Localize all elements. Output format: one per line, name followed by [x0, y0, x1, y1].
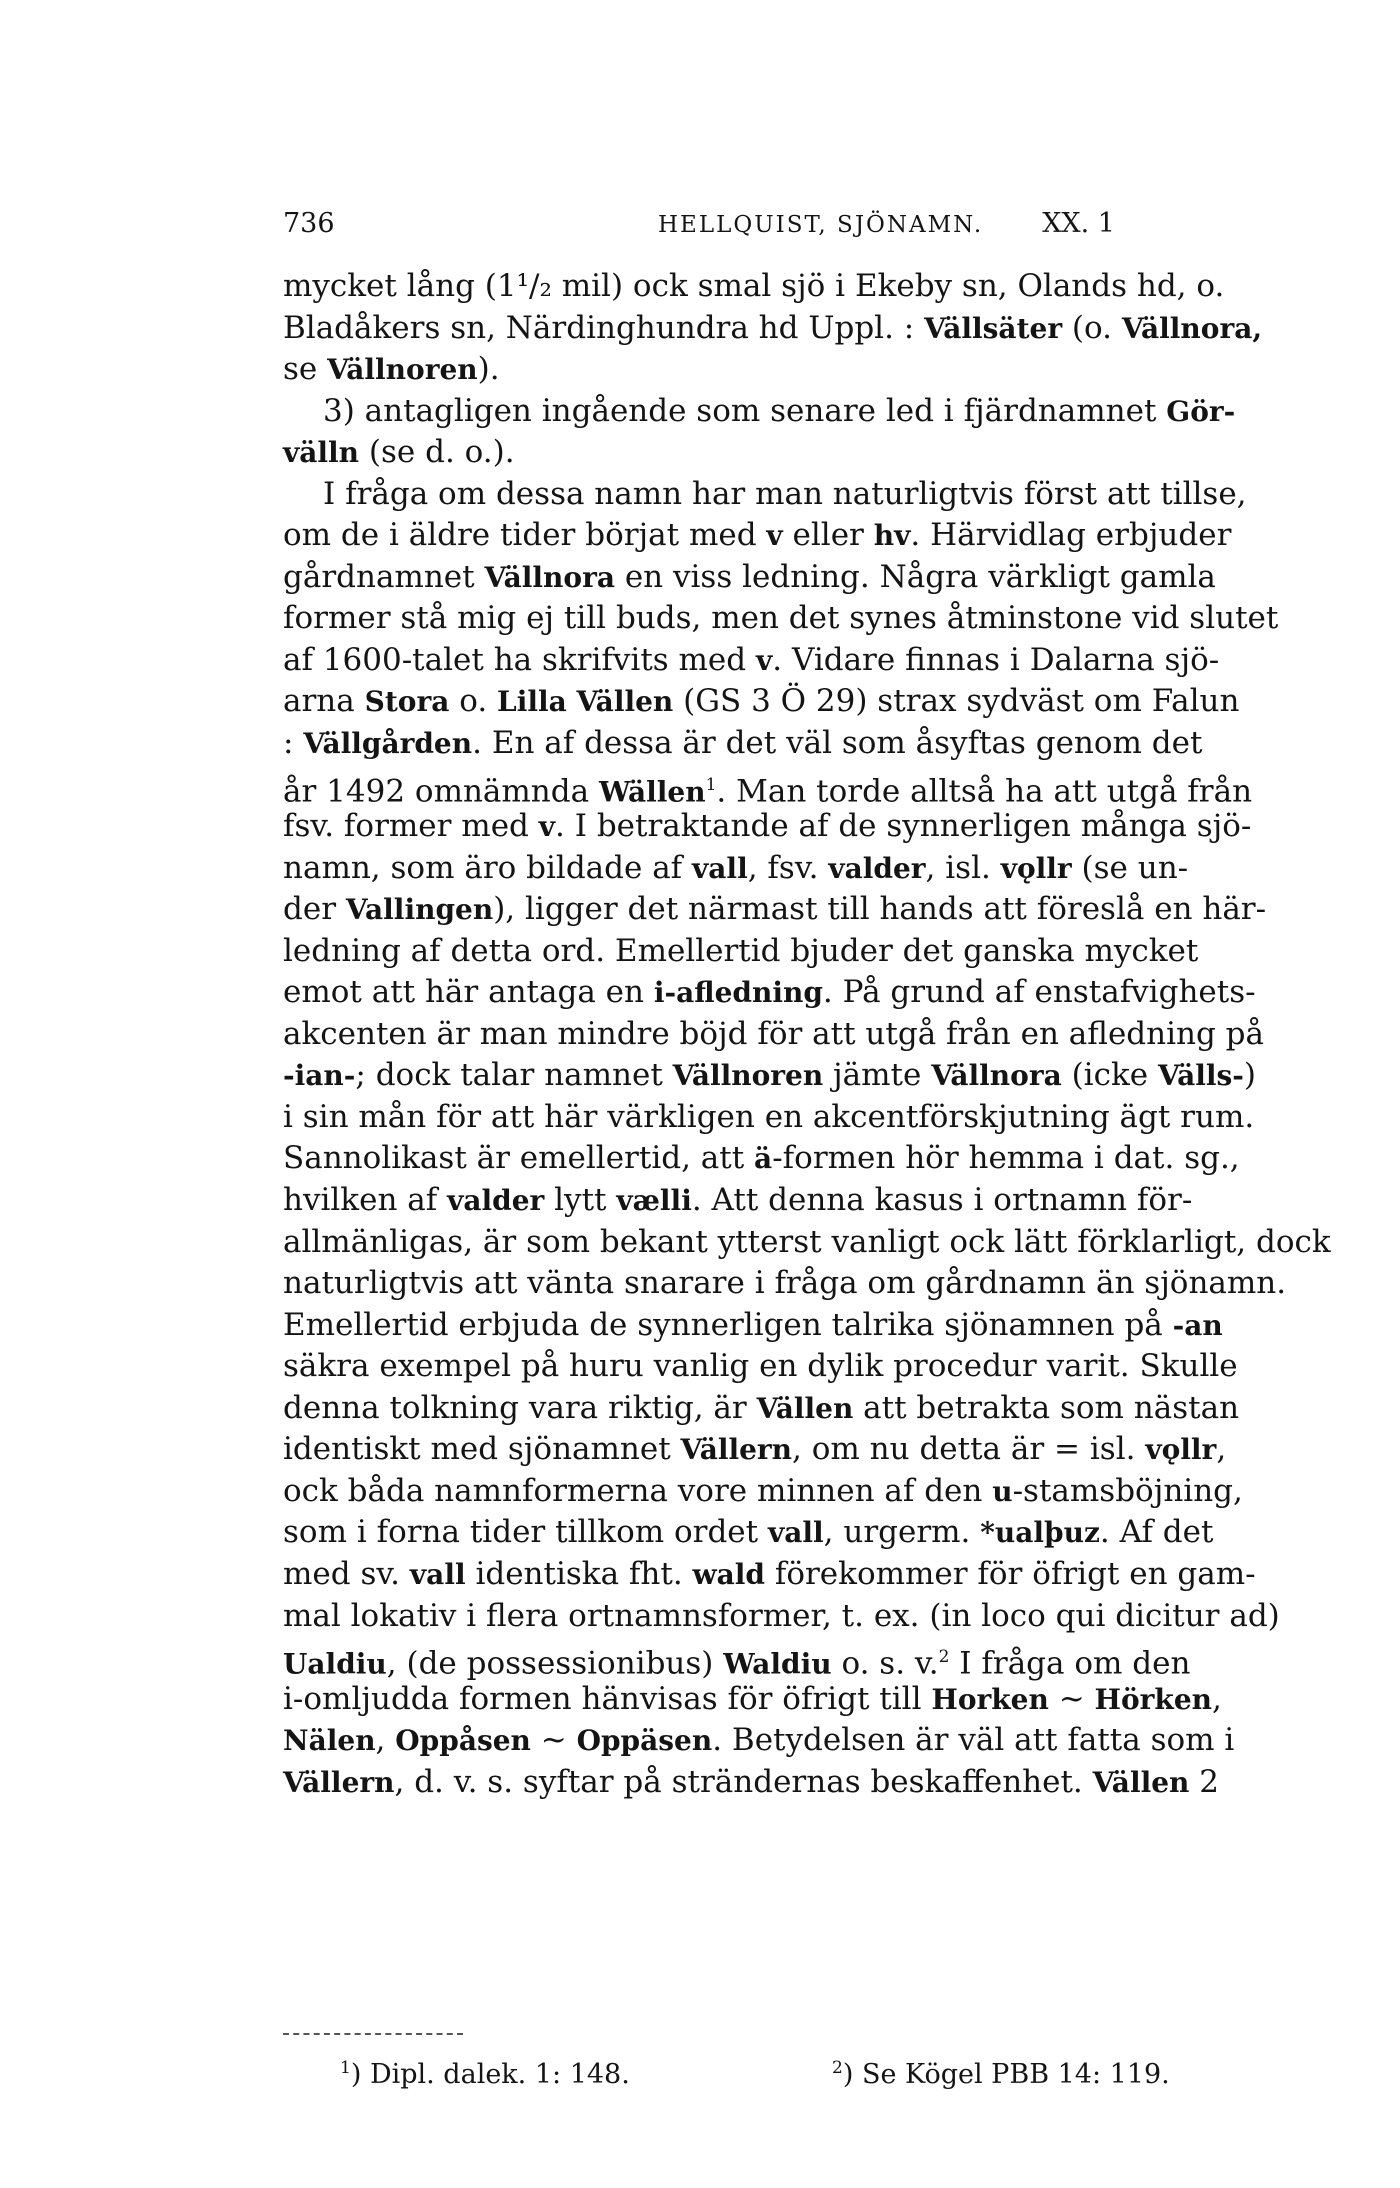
emphasized-term: Waldiu: [723, 1647, 832, 1681]
text-run: ; dock talar namnet: [355, 1057, 673, 1094]
text-line: [283, 1222, 1331, 1264]
emphasized-term: Stora: [364, 685, 450, 719]
text-run: om de i äldre tider börjat med: [283, 517, 767, 554]
text-run: med sv.: [283, 1555, 410, 1592]
emphasized-term: vǫllr: [1145, 1433, 1217, 1467]
footnote-rule: [283, 2033, 463, 2035]
text-run: . Man torde alltså ha att utgå från: [716, 772, 1253, 809]
text-line: [283, 432, 1115, 474]
footnote-mark: 2: [832, 2058, 843, 2078]
text-run: ,: [1212, 1680, 1222, 1717]
text-run: (GS 3 Ö 29) strax sydväst om Falun: [673, 683, 1240, 720]
emphasized-term: Hörken: [1094, 1682, 1212, 1716]
text-line: [283, 681, 1240, 723]
text-run: lytt: [544, 1182, 617, 1219]
text-run: akcenten är man mindre böjd för att utgå från en afledning på: [283, 1015, 1265, 1052]
text-line: [283, 308, 1263, 350]
text-run: I fråga om dessa namn har man naturligtvis först att tillse,: [323, 475, 1247, 512]
text-run: ,: [375, 1722, 396, 1759]
text-line: [283, 1720, 1235, 1762]
text-line: [283, 848, 1189, 890]
text-line: [283, 1388, 1240, 1430]
footnote-1: [340, 2058, 630, 2090]
emphasized-term: valder: [828, 851, 926, 885]
body-text: [283, 266, 1331, 1803]
page-number: 736: [283, 208, 335, 239]
section-number: XX. 1: [1042, 208, 1115, 239]
text-run: som i forna tider tillkom ordet: [283, 1514, 768, 1551]
text-run: ~: [530, 1722, 577, 1759]
emphasized-term: Vällern: [680, 1433, 793, 1467]
text-run: ock båda namnformerna vore minnen af den: [283, 1472, 993, 1509]
text-line: [283, 474, 1247, 516]
text-run: -stamsböjning,: [1012, 1472, 1243, 1509]
text-run: år 1492 omnämnda: [283, 772, 599, 809]
text-run: 3) antagligen ingående som senare led i fjärdnamnet: [323, 392, 1167, 429]
emphasized-term: Vällern: [283, 1765, 395, 1799]
text-run: I fråga om den: [949, 1645, 1191, 1682]
emphasized-term: Vällnora: [931, 1059, 1062, 1093]
text-run: namn, som äro bildade af: [283, 849, 693, 886]
text-run: , fsv.: [747, 849, 829, 886]
text-run: säkra exempel på huru vanlig en dylik procedur varit. Skulle: [283, 1348, 1238, 1385]
text-run: (icke: [1061, 1057, 1158, 1094]
text-line: [283, 1554, 1256, 1596]
emphasized-term: vælli: [616, 1184, 692, 1218]
footnote-ref: 1: [705, 774, 717, 795]
text-line: [283, 972, 1256, 1014]
text-run: , isl.: [925, 849, 1001, 886]
text-line: [283, 1305, 1223, 1347]
text-run: fsv. former med: [283, 808, 539, 845]
text-run: se: [283, 351, 328, 388]
text-run: identiska fht.: [465, 1555, 693, 1592]
text-line: [283, 1471, 1243, 1513]
emphasized-term: Vällsäter: [924, 311, 1063, 345]
running-title: HELLQUIST, SJÖNAMN.: [658, 212, 984, 238]
text-run: denna tolkning vara riktig, är: [283, 1389, 757, 1426]
text-run: förekommer för öfrigt en gam-: [765, 1555, 1256, 1592]
text-run: en viss ledning. Några värkligt gamla: [614, 558, 1216, 595]
text-line: [283, 1138, 1240, 1180]
footnote-text: ) Se Kögel PBB 14: 119.: [842, 2059, 1170, 2090]
emphasized-term: hv: [873, 519, 911, 553]
footnote-2: [832, 2058, 1170, 2090]
text-line: [283, 1097, 1255, 1139]
text-line: [283, 557, 1216, 599]
text-run: ~: [1048, 1680, 1095, 1717]
text-run: identiskt med sjönamnet: [283, 1431, 681, 1468]
text-run: . Betydelsen är väl att fatta som i: [712, 1722, 1235, 1759]
emphasized-term: Ualdiu: [283, 1647, 387, 1681]
emphasized-term: *ualþuz: [980, 1516, 1100, 1550]
text-run: ledning af detta ord. Emellertid bjuder det ganska mycket: [283, 932, 1199, 969]
emphasized-term: Vällnora: [484, 560, 615, 594]
text-run: . En af dessa är det väl som åsyftas genom det: [472, 725, 1203, 762]
text-run: . På grund af enstafvighets-: [822, 974, 1256, 1011]
text-run: former stå mig ej till buds, men det synes åtminstone vid slutet: [283, 600, 1279, 637]
emphasized-term: Lilla Vällen: [497, 685, 674, 719]
emphasized-term: Vällen: [1092, 1765, 1190, 1799]
emphasized-term: Vällgården: [303, 727, 473, 761]
text-line: [283, 391, 1236, 433]
text-run: , (de possessionibus): [386, 1645, 724, 1682]
text-run: jämte: [823, 1057, 932, 1094]
text-line: [283, 1596, 1280, 1638]
emphasized-term: välln: [283, 436, 360, 470]
emphasized-term: u: [992, 1474, 1013, 1508]
text-run: (se un-: [1071, 849, 1189, 886]
emphasized-term: Vällnoren: [672, 1059, 824, 1093]
emphasized-term: Wällen: [598, 774, 706, 808]
text-run: emot att här antaga en: [283, 974, 654, 1011]
emphasized-term: i-afledning: [653, 976, 823, 1010]
text-run: ,: [1216, 1431, 1227, 1468]
text-run: af 1600-talet ha skrifvits med: [283, 641, 756, 678]
emphasized-term: Nälen: [283, 1724, 376, 1758]
text-line: [283, 515, 1232, 557]
emphasized-term: v: [538, 810, 556, 844]
text-run: ): [1243, 1057, 1257, 1094]
emphasized-term: Gör-: [1166, 394, 1236, 428]
emphasized-term: Horken: [931, 1682, 1049, 1716]
text-line: [283, 1263, 1287, 1305]
emphasized-term: Vällnora,: [1121, 311, 1263, 345]
text-run: arna: [283, 683, 365, 720]
text-line: [283, 1055, 1257, 1097]
text-run: , om nu detta är = isl.: [792, 1431, 1146, 1468]
emphasized-term: vall: [767, 1516, 824, 1550]
text-run: i-omljudda formen hänvisas för öfrigt till: [283, 1680, 932, 1717]
text-line: [283, 1180, 1193, 1222]
text-run: att betrakta som nästan: [853, 1389, 1240, 1426]
text-run: Sannolikast är emellertid, att: [283, 1140, 755, 1177]
text-run: i sin mån för att här värkligen en akcentförskjutning ägt rum.: [283, 1098, 1255, 1135]
text-run: . Vidare finnas i Dalarna sjö-: [772, 641, 1220, 678]
text-run: eller: [782, 517, 874, 554]
emphasized-term: vall: [692, 851, 748, 885]
text-line: [283, 931, 1199, 973]
text-run: 2: [1189, 1763, 1219, 1800]
text-run: (se d. o.).: [359, 434, 515, 471]
text-run: Emellertid erbjuda de synnerligen talrika sjönamnen på: [283, 1306, 1173, 1343]
emphasized-term: ä: [754, 1142, 773, 1176]
emphasized-term: Vallingen: [345, 893, 494, 927]
text-run: . I betraktande af de synnerligen många sjö-: [555, 808, 1252, 845]
text-line: [283, 1512, 1214, 1554]
text-run: naturligtvis att vänta snarare i fråga om gårdnamn än sjönamn.: [283, 1265, 1287, 1302]
text-line: [283, 349, 1115, 391]
text-run: -formen hör hemma i dat. sg.,: [772, 1140, 1240, 1177]
running-header: [283, 208, 1115, 252]
footnote-text: ) Dipl. dalek. 1: 148.: [350, 2059, 630, 2090]
text-run: mycket lång (1¹/₂ mil) ock smal sjö i Ekeby sn, Olands hd, o.: [283, 268, 1225, 304]
text-line: [283, 723, 1203, 765]
emphasized-term: -an: [1172, 1308, 1223, 1342]
text-run: ).: [477, 351, 500, 388]
emphasized-term: vǫllr: [1000, 851, 1072, 885]
text-line: [283, 266, 1225, 308]
text-line: [283, 1014, 1265, 1056]
text-run: gårdnamnet: [283, 558, 485, 595]
text-run: , urgerm.: [823, 1514, 981, 1551]
text-line: [283, 1429, 1227, 1471]
emphasized-term: wald: [692, 1557, 765, 1591]
emphasized-term: v: [766, 519, 783, 553]
text-run: Bladåkers sn, Närdinghundra hd Uppl. :: [283, 309, 925, 346]
text-run: , d. v. s. syftar på strändernas beskaffenhet.: [394, 1763, 1093, 1800]
emphasized-term: Välls-: [1157, 1059, 1244, 1093]
text-line: [283, 765, 1253, 809]
text-run: allmänligas, är som bekant ytterst vanligt ock lätt förklarligt, dock: [283, 1223, 1331, 1260]
text-line: [283, 1346, 1238, 1388]
emphasized-term: v: [755, 643, 773, 677]
text-run: . Af det: [1099, 1514, 1214, 1551]
text-line: [283, 1679, 1222, 1721]
emphasized-term: -ian-: [283, 1059, 356, 1093]
footnote-ref: 2: [938, 1647, 950, 1668]
emphasized-term: Vällen: [756, 1391, 854, 1425]
text-run: o.: [449, 683, 498, 720]
emphasized-term: valder: [447, 1184, 545, 1218]
text-run: o. s. v.: [831, 1645, 939, 1682]
text-line: [283, 640, 1220, 682]
text-run: mal lokativ i flera ortnamnsformer, t. ex. (in loco qui dicitur ad): [283, 1597, 1280, 1634]
text-run: :: [283, 725, 304, 762]
emphasized-term: Vällnoren: [327, 353, 478, 387]
text-line: [283, 598, 1279, 640]
text-run: hvilken af: [283, 1182, 448, 1219]
text-line: [283, 806, 1252, 848]
emphasized-term: Oppåsen: [395, 1724, 531, 1758]
text-run: ), ligger det närmast till hands att föreslå en här-: [493, 891, 1267, 928]
text-line: [283, 1762, 1219, 1804]
text-run: . Härvidlag erbjuder: [910, 517, 1232, 554]
text-run: . Att denna kasus i ortnamn för-: [691, 1182, 1193, 1219]
emphasized-term: Oppäsen: [576, 1724, 713, 1758]
emphasized-term: vall: [409, 1557, 466, 1591]
text-run: (o.: [1062, 309, 1122, 346]
text-run: der: [283, 891, 346, 928]
footnotes: [340, 2058, 1170, 2102]
footnote-mark: 1: [340, 2058, 351, 2078]
text-line: [283, 1637, 1191, 1682]
text-line: [283, 889, 1267, 931]
